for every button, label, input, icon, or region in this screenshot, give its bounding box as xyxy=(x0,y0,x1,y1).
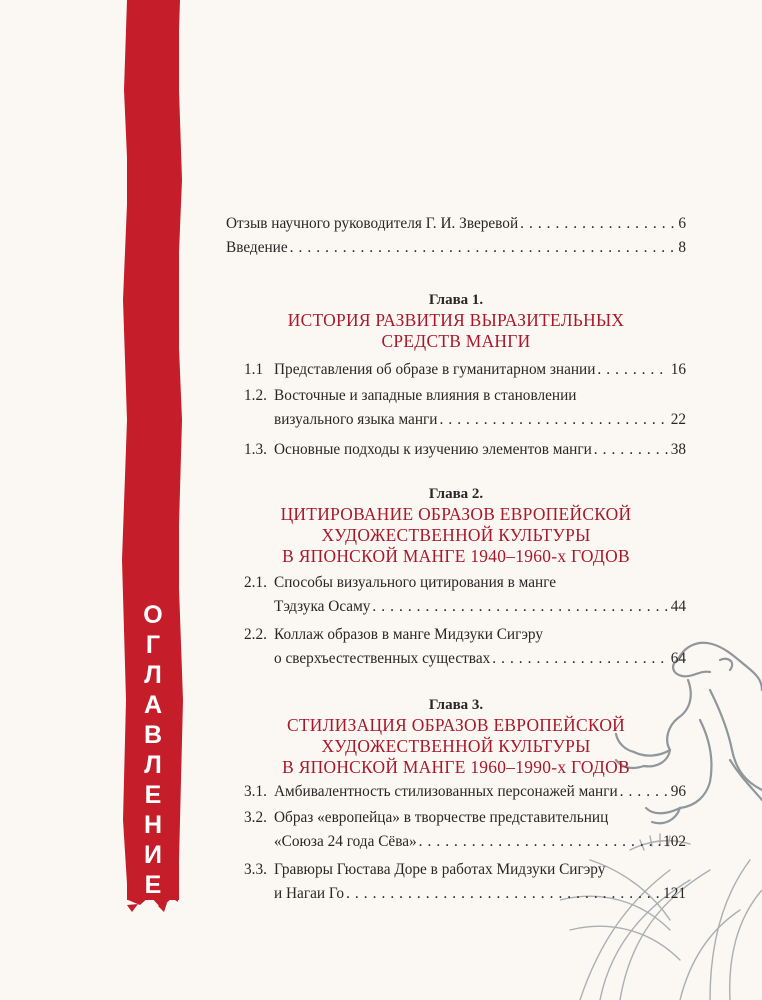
dot-leader xyxy=(620,780,669,804)
chapter-heading xyxy=(226,695,686,778)
toc-page-number: 6 xyxy=(678,215,686,232)
chapter-heading xyxy=(226,290,686,352)
toc-page-number: 102 xyxy=(663,833,686,850)
toc-entry[interactable] xyxy=(244,358,686,382)
toc-entry-title: Способы визуального цитирования в манге xyxy=(274,574,557,591)
dot-leader xyxy=(290,236,677,260)
toc-entry-title: Основные подходы к изучению элементов манги xyxy=(274,441,592,458)
dot-leader xyxy=(346,882,661,906)
spine-letter: О xyxy=(143,601,163,629)
toc-item-title: Введение xyxy=(226,239,288,256)
toc-entry[interactable] xyxy=(244,438,686,462)
toc-page-number: 16 xyxy=(670,361,686,378)
toc-item-title: Отзыв научного руководителя Г. И. Зверевой xyxy=(226,215,519,232)
toc-entry-title: Тэдзука Осаму xyxy=(274,598,371,615)
chapter-title-line: ЦИТИРОВАНИЕ ОБРАЗОВ ЕВРОПЕЙСКОЙ xyxy=(280,504,632,524)
toc-entry-number: 1.3. xyxy=(244,441,267,458)
spine-letter: Л xyxy=(144,751,162,779)
toc-page-number: 96 xyxy=(670,783,686,800)
toc-page-number: 8 xyxy=(678,239,686,256)
toc-entry-title: Коллаж образов в манге Мидзуки Сигэру xyxy=(274,626,544,643)
chapter-title-line: СРЕДСТВ МАНГИ xyxy=(381,331,531,351)
toc-page-number: 22 xyxy=(670,411,686,428)
toc-page-number: 121 xyxy=(663,885,686,902)
toc-entry[interactable] xyxy=(244,806,686,854)
toc-entry-title: о сверхъестественных существах xyxy=(274,650,491,667)
spine-letter: И xyxy=(144,841,162,869)
table-of-contents xyxy=(226,212,686,906)
toc-entry-number: 2.1. xyxy=(244,574,267,591)
toc-entry-number: 1.1 xyxy=(244,361,264,378)
toc-front-item[interactable] xyxy=(226,236,686,260)
toc-entry-title: визуального языка манги xyxy=(274,411,438,428)
toc-entry-number: 1.2. xyxy=(244,387,267,404)
toc-entry-title: Восточные и западные влияния в становлении xyxy=(274,387,577,404)
spine-letter: Н xyxy=(143,811,163,839)
toc-page-number: 38 xyxy=(670,441,686,458)
dot-leader xyxy=(520,212,676,236)
chapter-title-line: СТИЛИЗАЦИЯ ОБРАЗОВ ЕВРОПЕЙСКОЙ xyxy=(286,715,626,735)
toc-entry-title: Гравюры Гюстава Доре в работах Мидзуки Сигэру xyxy=(274,861,606,878)
spine-letter: Г xyxy=(145,631,161,659)
chapter-title-line: ХУДОЖЕСТВЕННОЙ КУЛЬТУРЫ xyxy=(321,525,591,545)
chapter-heading xyxy=(226,484,686,567)
chapter-label: Глава 1. xyxy=(428,292,484,308)
chapter-label: Глава 2. xyxy=(428,486,484,502)
dot-leader xyxy=(372,595,668,619)
dot-leader xyxy=(419,830,661,854)
spine-letter: Е xyxy=(144,781,162,809)
spine-letter: Е xyxy=(144,871,162,899)
toc-entry-title: Амбивалентность стилизованных персонажей манги xyxy=(274,783,618,800)
dot-leader xyxy=(594,438,669,462)
spine-letter: Л xyxy=(144,661,162,689)
toc-entry[interactable] xyxy=(244,858,686,906)
toc-entry[interactable] xyxy=(244,780,686,804)
toc-entry-title: «Союза 24 года Сёва» xyxy=(274,833,417,850)
toc-entry[interactable] xyxy=(244,623,686,671)
toc-page-number: 64 xyxy=(670,650,686,667)
toc-entry-number: 3.1. xyxy=(244,783,267,800)
toc-entry-title: и Нагаи Го xyxy=(274,885,345,902)
dot-leader xyxy=(597,358,668,382)
spine-letter: А xyxy=(143,691,163,719)
spine-letter: В xyxy=(143,721,163,749)
toc-entry[interactable] xyxy=(244,384,686,432)
toc-entry-number: 3.2. xyxy=(244,809,267,826)
toc-entry-number: 3.3. xyxy=(244,861,267,878)
chapter-title-line: В ЯПОНСКОЙ МАНГЕ 1960–1990-х ГОДОВ xyxy=(282,757,630,777)
toc-entry-title: Образ «европейца» в творчестве представительниц xyxy=(274,809,609,826)
chapter-title-line: В ЯПОНСКОЙ МАНГЕ 1940–1960-х ГОДОВ xyxy=(282,546,630,566)
dot-leader xyxy=(440,408,669,432)
chapter-label: Глава 3. xyxy=(428,697,484,713)
toc-page-number: 44 xyxy=(670,598,686,615)
section-title-vertical xyxy=(127,600,179,900)
toc-entry-number: 2.2. xyxy=(244,626,267,643)
toc-entry[interactable] xyxy=(244,571,686,619)
chapter-title-line: ИСТОРИЯ РАЗВИТИЯ ВЫРАЗИТЕЛЬНЫХ xyxy=(287,310,625,330)
toc-entry-title: Представления об образе в гуманитарном знании xyxy=(274,361,596,378)
dot-leader xyxy=(492,647,668,671)
chapter-title-line: ХУДОЖЕСТВЕННОЙ КУЛЬТУРЫ xyxy=(321,736,591,756)
toc-front-item[interactable] xyxy=(226,212,686,236)
